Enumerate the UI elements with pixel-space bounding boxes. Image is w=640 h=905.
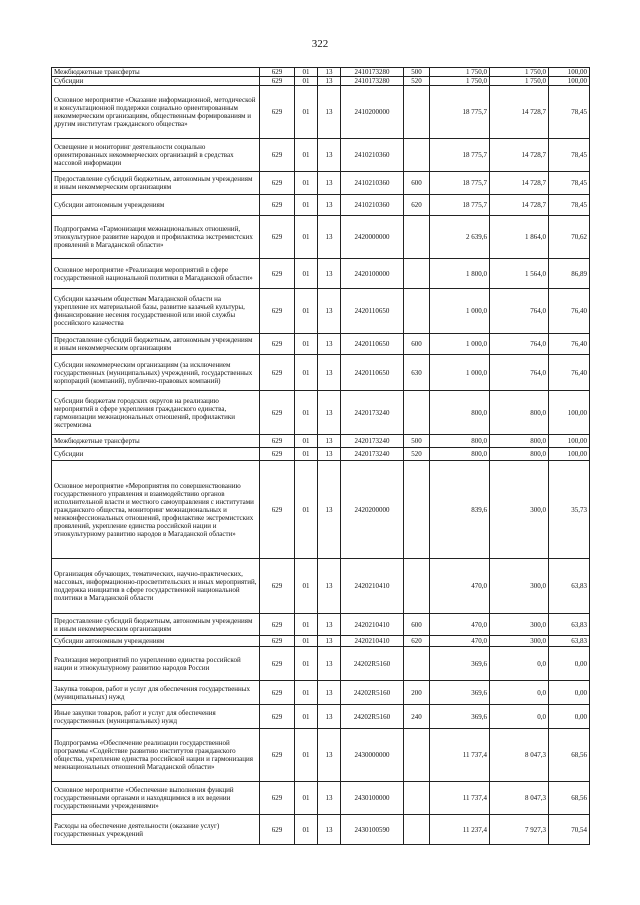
row-vr: 240	[404, 705, 430, 729]
table-row	[52, 705, 590, 729]
row-pr: 13	[318, 647, 341, 681]
row-pr: 13	[318, 68, 341, 77]
row-vr: 600	[404, 172, 430, 195]
row-fact: 300,0	[490, 461, 549, 559]
row-gr: 629	[260, 559, 295, 614]
row-fact: 1 864,0	[490, 216, 549, 259]
row-percent: 100,00	[549, 68, 590, 77]
row-csr: 2420000000	[341, 216, 404, 259]
row-gr: 629	[260, 461, 295, 559]
row-csr: 2420110650	[341, 334, 404, 355]
row-gr: 629	[260, 614, 295, 636]
row-fact: 764,0	[490, 355, 549, 391]
row-csr: 2410173280	[341, 68, 404, 77]
row-fact: 300,0	[490, 614, 549, 636]
row-fact: 0,0	[490, 647, 549, 681]
row-name: Расходы на обеспечение деятельности (оказание услуг) государственных учреждений	[52, 815, 260, 845]
row-plan: 11 737,4	[430, 782, 490, 815]
row-plan: 470,0	[430, 636, 490, 647]
table-row	[52, 614, 590, 636]
row-plan: 1 000,0	[430, 334, 490, 355]
row-pr: 13	[318, 195, 341, 216]
row-gr: 629	[260, 259, 295, 289]
row-name: Реализация мероприятий по укреплению единства российской нации и этнокультурному развитию народов России	[52, 647, 260, 681]
row-percent: 70,62	[549, 216, 590, 259]
row-percent: 63,83	[549, 636, 590, 647]
row-name: Субсидии автономным учреждениям	[52, 636, 260, 647]
row-vr: 200	[404, 681, 430, 705]
table-row	[52, 647, 590, 681]
row-rz: 01	[295, 289, 318, 334]
row-plan: 839,6	[430, 461, 490, 559]
row-percent: 76,40	[549, 355, 590, 391]
row-vr: 630	[404, 355, 430, 391]
row-gr: 629	[260, 705, 295, 729]
row-pr: 13	[318, 391, 341, 435]
row-pr: 13	[318, 729, 341, 782]
row-gr: 629	[260, 782, 295, 815]
row-vr	[404, 86, 430, 139]
row-rz: 01	[295, 705, 318, 729]
row-plan: 369,6	[430, 681, 490, 705]
row-plan: 1 800,0	[430, 259, 490, 289]
row-csr: 2430100000	[341, 782, 404, 815]
row-rz: 01	[295, 68, 318, 77]
row-name: Основное мероприятие «Оказание информационной, методической и консультационной поддержки социально ориентированным некоммерческим организациям, общественным формированиям и другим институтам гражданского общества»	[52, 86, 260, 139]
row-gr: 629	[260, 86, 295, 139]
row-percent: 78,45	[549, 86, 590, 139]
row-plan: 18 775,7	[430, 86, 490, 139]
row-gr: 629	[260, 355, 295, 391]
row-pr: 13	[318, 355, 341, 391]
row-name: Субсидии бюджетам городских округов на реализацию мероприятий в сфере укрепления гражданского единства, гармонизации межнациональных отношений, профилактики экстремизма	[52, 391, 260, 435]
row-gr: 629	[260, 729, 295, 782]
row-gr: 629	[260, 195, 295, 216]
table-row	[52, 729, 590, 782]
row-rz: 01	[295, 461, 318, 559]
row-pr: 13	[318, 289, 341, 334]
row-rz: 01	[295, 77, 318, 86]
row-plan: 369,6	[430, 705, 490, 729]
row-percent: 68,56	[549, 782, 590, 815]
row-rz: 01	[295, 195, 318, 216]
row-percent: 76,40	[549, 334, 590, 355]
row-pr: 13	[318, 259, 341, 289]
row-pr: 13	[318, 435, 341, 448]
row-fact: 14 728,7	[490, 195, 549, 216]
row-name: Субсидии некоммерческим организациям (за исключением государственных (муниципальных) учреждений, государственных корпораций (компаний), публично-правовых компаний)	[52, 355, 260, 391]
row-fact: 8 047,3	[490, 729, 549, 782]
row-pr: 13	[318, 559, 341, 614]
row-vr	[404, 461, 430, 559]
row-vr	[404, 259, 430, 289]
row-percent: 68,56	[549, 729, 590, 782]
row-plan: 18 775,7	[430, 172, 490, 195]
row-csr: 2420210410	[341, 614, 404, 636]
row-rz: 01	[295, 216, 318, 259]
row-csr: 2420173240	[341, 448, 404, 461]
row-rz: 01	[295, 139, 318, 172]
row-name: Субсидии	[52, 77, 260, 86]
budget-table	[51, 67, 590, 845]
row-fact: 14 728,7	[490, 139, 549, 172]
table-row	[52, 334, 590, 355]
row-fact: 764,0	[490, 289, 549, 334]
row-gr: 629	[260, 636, 295, 647]
table-row	[52, 195, 590, 216]
row-pr: 13	[318, 782, 341, 815]
row-plan: 1 000,0	[430, 355, 490, 391]
table-row	[52, 448, 590, 461]
row-name: Основное мероприятие «Обеспечение выполнения функций государственными органами и находящимися в их ведении государственными учреждениями»	[52, 782, 260, 815]
row-rz: 01	[295, 448, 318, 461]
row-plan: 369,6	[430, 647, 490, 681]
table-row	[52, 636, 590, 647]
row-vr: 500	[404, 435, 430, 448]
row-pr: 13	[318, 334, 341, 355]
row-gr: 629	[260, 216, 295, 259]
page-number: 322	[311, 38, 329, 50]
row-name: Освещение и мониторинг деятельности социально ориентированных некоммерческих организаций в средствах массовой информации	[52, 139, 260, 172]
table-row	[52, 77, 590, 86]
row-percent: 78,45	[549, 172, 590, 195]
row-name: Субсидии автономным учреждениям	[52, 195, 260, 216]
row-pr: 13	[318, 139, 341, 172]
row-rz: 01	[295, 614, 318, 636]
row-vr: 620	[404, 636, 430, 647]
row-pr: 13	[318, 614, 341, 636]
row-rz: 01	[295, 782, 318, 815]
row-pr: 13	[318, 77, 341, 86]
row-percent: 70,54	[549, 815, 590, 845]
row-csr: 2430100590	[341, 815, 404, 845]
row-csr: 2420200000	[341, 461, 404, 559]
row-gr: 629	[260, 139, 295, 172]
row-fact: 7 927,3	[490, 815, 549, 845]
row-rz: 01	[295, 355, 318, 391]
row-percent: 86,89	[549, 259, 590, 289]
row-rz: 01	[295, 647, 318, 681]
row-csr: 24202R5160	[341, 705, 404, 729]
row-fact: 800,0	[490, 391, 549, 435]
row-fact: 14 728,7	[490, 172, 549, 195]
row-gr: 629	[260, 289, 295, 334]
row-vr	[404, 815, 430, 845]
row-fact: 300,0	[490, 636, 549, 647]
row-name: Подпрограмма «Гармонизация межнациональных отношений, этнокультурное развитие народов и профилактика экстремистских проявлений в Магаданской области»	[52, 216, 260, 259]
table-row	[52, 259, 590, 289]
row-rz: 01	[295, 259, 318, 289]
row-fact: 8 047,3	[490, 782, 549, 815]
row-pr: 13	[318, 86, 341, 139]
row-gr: 629	[260, 172, 295, 195]
row-vr	[404, 391, 430, 435]
row-pr: 13	[318, 448, 341, 461]
row-plan: 2 639,6	[430, 216, 490, 259]
table-row	[52, 216, 590, 259]
row-fact: 800,0	[490, 448, 549, 461]
row-rz: 01	[295, 681, 318, 705]
row-rz: 01	[295, 636, 318, 647]
row-csr: 2420173240	[341, 435, 404, 448]
row-fact: 0,0	[490, 681, 549, 705]
table-row	[52, 559, 590, 614]
row-csr: 2420210410	[341, 559, 404, 614]
row-vr	[404, 559, 430, 614]
row-csr: 2410210360	[341, 172, 404, 195]
row-name: Основное мероприятие «Реализация мероприятий в сфере государственной национальной политики в Магаданской области»	[52, 259, 260, 289]
row-fact: 0,0	[490, 705, 549, 729]
row-plan: 1 750,0	[430, 77, 490, 86]
row-csr: 2420210410	[341, 636, 404, 647]
row-pr: 13	[318, 172, 341, 195]
row-percent: 100,00	[549, 391, 590, 435]
row-name: Иные закупки товаров, работ и услуг для обеспечения государственных (муниципальных) нужд	[52, 705, 260, 729]
row-csr: 2420100000	[341, 259, 404, 289]
row-vr	[404, 139, 430, 172]
row-name: Организация обучающих, тематических, научно-практических, массовых, информационно-просветительских и иных мероприятий, поддержка инициатив в сфере государственной национальной политики в Магаданской области	[52, 559, 260, 614]
row-gr: 629	[260, 435, 295, 448]
row-name: Предоставление субсидий бюджетным, автономным учреждениям и иным некоммерческим организациям	[52, 614, 260, 636]
row-plan: 1 000,0	[430, 289, 490, 334]
row-gr: 629	[260, 448, 295, 461]
row-percent: 0,00	[549, 681, 590, 705]
row-gr: 629	[260, 391, 295, 435]
row-csr: 2420173240	[341, 391, 404, 435]
row-percent: 63,83	[549, 614, 590, 636]
row-plan: 18 775,7	[430, 195, 490, 216]
row-rz: 01	[295, 86, 318, 139]
row-gr: 629	[260, 647, 295, 681]
row-vr: 600	[404, 614, 430, 636]
table-row	[52, 355, 590, 391]
table-row	[52, 172, 590, 195]
row-rz: 01	[295, 815, 318, 845]
row-vr	[404, 216, 430, 259]
table-row	[52, 391, 590, 435]
row-gr: 629	[260, 815, 295, 845]
row-percent: 0,00	[549, 647, 590, 681]
row-fact: 1 750,0	[490, 77, 549, 86]
table-row	[52, 681, 590, 705]
row-rz: 01	[295, 172, 318, 195]
row-pr: 13	[318, 815, 341, 845]
row-fact: 764,0	[490, 334, 549, 355]
row-percent: 100,00	[549, 77, 590, 86]
table-row	[52, 289, 590, 334]
row-csr: 2410173280	[341, 77, 404, 86]
row-percent: 78,45	[549, 195, 590, 216]
row-percent: 100,00	[549, 435, 590, 448]
row-plan: 11 737,4	[430, 729, 490, 782]
row-name: Субсидии казачьим обществам Магаданской области на укрепление их материальной базы, развитие казачьей культуры, финансирование несения государственной или иной службы российского казачества	[52, 289, 260, 334]
row-vr: 520	[404, 448, 430, 461]
row-fact: 1 564,0	[490, 259, 549, 289]
row-fact: 1 750,0	[490, 68, 549, 77]
row-name: Предоставление субсидий бюджетным, автономным учреждениям и иным некоммерческим организациям	[52, 172, 260, 195]
row-rz: 01	[295, 391, 318, 435]
row-vr	[404, 729, 430, 782]
row-name: Субсидии	[52, 448, 260, 461]
row-percent: 35,73	[549, 461, 590, 559]
row-vr	[404, 289, 430, 334]
table-row	[52, 815, 590, 845]
row-pr: 13	[318, 705, 341, 729]
row-plan: 470,0	[430, 614, 490, 636]
row-csr: 2410210360	[341, 195, 404, 216]
row-percent: 76,40	[549, 289, 590, 334]
row-plan: 800,0	[430, 435, 490, 448]
row-pr: 13	[318, 636, 341, 647]
table-row	[52, 86, 590, 139]
row-gr: 629	[260, 681, 295, 705]
row-vr	[404, 647, 430, 681]
row-vr: 600	[404, 334, 430, 355]
row-csr: 2410200000	[341, 86, 404, 139]
table-row	[52, 435, 590, 448]
row-vr: 520	[404, 77, 430, 86]
row-plan: 1 750,0	[430, 68, 490, 77]
row-percent: 63,83	[549, 559, 590, 614]
row-pr: 13	[318, 681, 341, 705]
row-csr: 2430000000	[341, 729, 404, 782]
row-name: Межбюджетные трансферты	[52, 435, 260, 448]
row-rz: 01	[295, 435, 318, 448]
row-vr	[404, 782, 430, 815]
row-name: Основное мероприятие «Мероприятия по совершенствованию государственного управления и взаимодействию органов исполнительной власти и местного самоуправления с институтами гражданского общества, мониторинг межнациональных и межконфессиональных отношений, профилактике экстремистских проявлений, укрепление единства российской нации и этнокультурному развитию народов в Магаданской области»	[52, 461, 260, 559]
row-csr: 24202R5160	[341, 647, 404, 681]
row-percent: 78,45	[549, 139, 590, 172]
row-pr: 13	[318, 216, 341, 259]
row-gr: 629	[260, 77, 295, 86]
row-percent: 100,00	[549, 448, 590, 461]
table-row	[52, 68, 590, 77]
row-gr: 629	[260, 68, 295, 77]
row-name: Межбюджетные трансферты	[52, 68, 260, 77]
row-gr: 629	[260, 334, 295, 355]
row-plan: 11 237,4	[430, 815, 490, 845]
row-vr: 500	[404, 68, 430, 77]
table-row	[52, 782, 590, 815]
row-csr: 2420110650	[341, 355, 404, 391]
row-name: Закупка товаров, работ и услуг для обеспечения государственных (муниципальных) нужд	[52, 681, 260, 705]
row-name: Подпрограмма «Обеспечение реализации государственной программы «Содействие развитию институтов гражданского общества, укрепление единства российской нации и гармонизация межнациональных отношений Магаданской области»	[52, 729, 260, 782]
row-rz: 01	[295, 729, 318, 782]
row-pr: 13	[318, 461, 341, 559]
row-plan: 18 775,7	[430, 139, 490, 172]
row-rz: 01	[295, 334, 318, 355]
row-csr: 2410210360	[341, 139, 404, 172]
row-fact: 800,0	[490, 435, 549, 448]
row-csr: 24202R5160	[341, 681, 404, 705]
table-row	[52, 461, 590, 559]
row-fact: 14 728,7	[490, 86, 549, 139]
row-name: Предоставление субсидий бюджетным, автономным учреждениям и иным некоммерческим организациям	[52, 334, 260, 355]
table-row	[52, 139, 590, 172]
row-fact: 300,0	[490, 559, 549, 614]
row-plan: 800,0	[430, 391, 490, 435]
row-plan: 470,0	[430, 559, 490, 614]
row-percent: 0,00	[549, 705, 590, 729]
row-rz: 01	[295, 559, 318, 614]
row-csr: 2420110650	[341, 289, 404, 334]
row-vr: 620	[404, 195, 430, 216]
row-plan: 800,0	[430, 448, 490, 461]
